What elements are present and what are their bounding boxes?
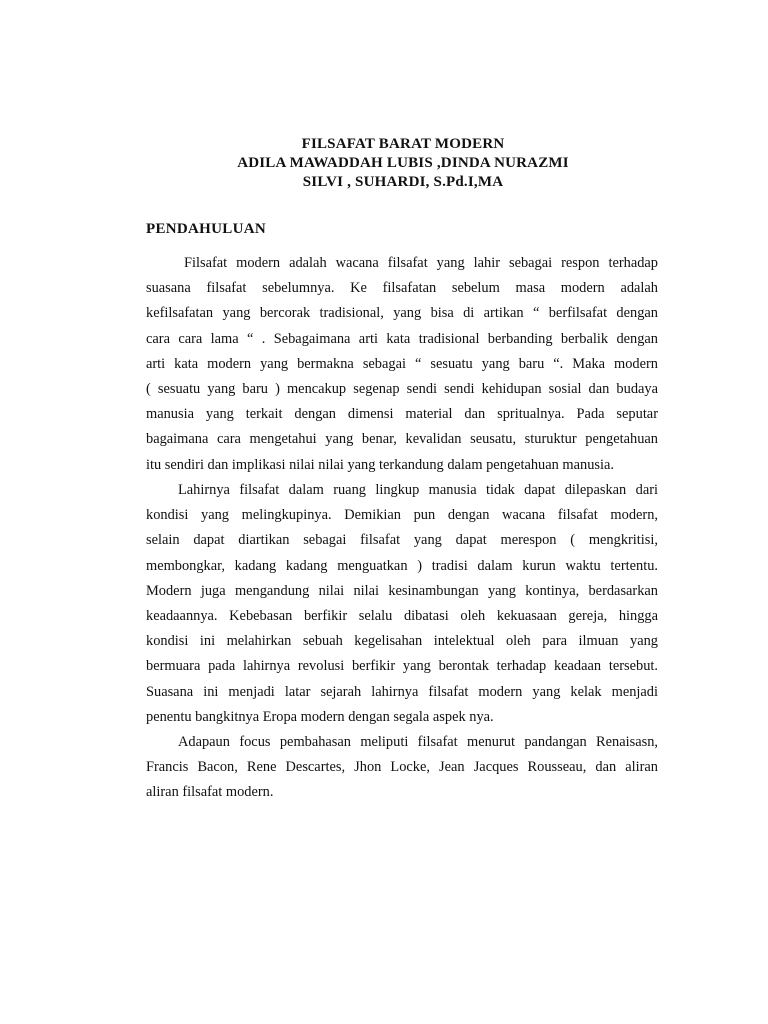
authors-line: SILVI , SUHARDI, S.Pd.I,MA — [302, 174, 504, 190]
paragraph-line: aliran filsafat modern. — [146, 784, 274, 801]
paragraph-line: Lahirnya filsafat dalam ruang lingkup manusia tidak dapat dilepaskan dari — [178, 482, 658, 498]
paragraph-line: kondisi yang melingkupinya. Demikian pun dengan wacana filsafat modern, — [146, 507, 658, 524]
paragraph-2 — [146, 478, 658, 730]
paragraph-line: cara cara lama “ . Sebagaimana arti kata tradisional berbanding berbalik dengan — [146, 330, 658, 347]
paragraph-1 — [146, 251, 658, 478]
authors-line: ADILA MAWADDAH LUBIS ,DINDA NURAZMI — [237, 155, 569, 171]
paragraph-line: manusia yang terkait dengan dimensi material dan spritualnya. Pada seputar — [146, 406, 658, 423]
paragraph-line: bagaimana cara mengetahui yang benar, kevalidan seusatu, sturuktur pengetahuan — [146, 431, 658, 448]
paragraph-line: penentu bangkitnya Eropa modern dengan segala aspek nya. — [146, 708, 494, 725]
document-title — [0, 135, 768, 192]
paragraph-line: suasana filsafat sebelumnya. Ke filsafatan sebelum masa modern adalah — [146, 280, 658, 297]
title-line: FILSAFAT BARAT MODERN — [301, 136, 505, 152]
paragraph-line: Modern juga mengandung nilai nilai kesinambungan yang kontinya, berdasarkan — [146, 582, 658, 599]
paragraph-line: itu sendiri dan implikasi nilai nilai yang terkandung dalam pengetahuan manusia. — [146, 456, 614, 473]
paragraph-line: arti kata modern yang bermakna sebagai “ sesuatu yang baru “. Maka modern — [146, 355, 658, 372]
paragraph-line: kondisi ini melahirkan sebuah kegelisahan intelektual oleh para ilmuan yang — [146, 633, 658, 650]
paragraph-line: Suasana ini menjadi latar sejarah lahirnya filsafat modern yang kelak menjadi — [146, 683, 658, 700]
paragraph-line: kefilsafatan yang bercorak tradisional, yang bisa di artikan “ berfilsafat dengan — [146, 305, 658, 322]
paragraph-3 — [146, 730, 658, 806]
paragraph-line: selain dapat diartikan sebagai filsafat yang dapat merespon ( mengkritisi, — [146, 532, 658, 549]
paragraph-line: Filsafat modern adalah wacana filsafat yang lahir sebagai respon terhadap — [184, 255, 658, 271]
paragraph-line: Francis Bacon, Rene Descartes, Jhon Locke, Jean Jacques Rousseau, dan aliran — [146, 759, 658, 776]
section-heading: PENDAHULUAN — [146, 221, 266, 237]
paragraph-line: Adapaun focus pembahasan meliputi filsafat menurut pandangan Renaisasn, — [178, 734, 658, 750]
paragraph-line: keadaannya. Kebebasan berfikir selalu dibatasi oleh kekuasaan gereja, hingga — [146, 608, 658, 625]
paragraph-line: ( sesuatu yang baru ) mencakup segenap sendi sendi kehidupan sosial dan budaya — [146, 381, 658, 398]
paragraph-line: bermuara pada lahirnya revolusi berfikir yang berontak terhadap keadaan tersebut. — [146, 658, 658, 675]
paragraph-line: membongkar, kadang kadang menguatkan ) tradisi dalam kurun waktu tertentu. — [146, 557, 658, 574]
